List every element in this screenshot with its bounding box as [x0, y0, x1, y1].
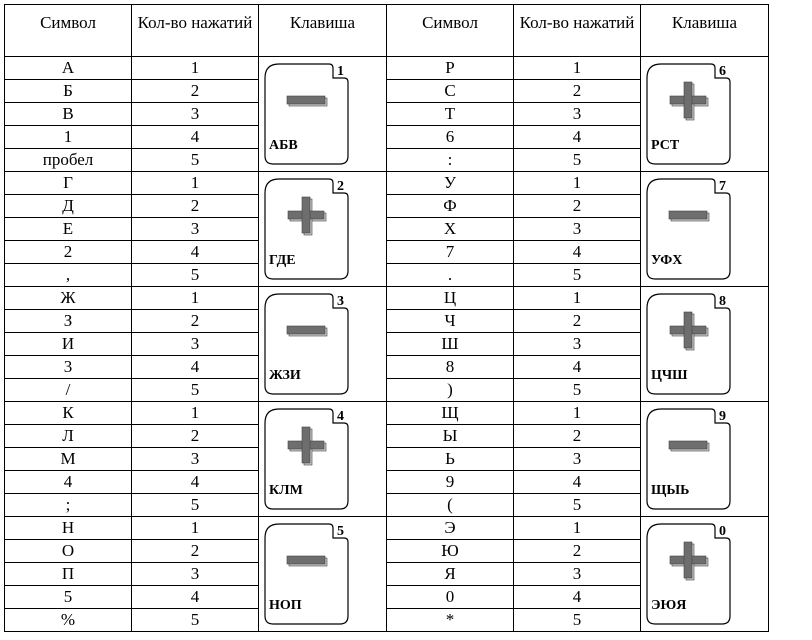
presses-cell: 4	[514, 586, 641, 609]
presses-cell: 4	[514, 471, 641, 494]
phone-key	[259, 288, 386, 400]
symbol-cell: Ш	[387, 333, 514, 356]
key-graphic	[259, 288, 386, 400]
symbol-cell: Ц	[387, 287, 514, 310]
presses-cell: 1	[514, 287, 641, 310]
presses-cell: 5	[514, 379, 641, 402]
presses-cell: 5	[132, 609, 259, 632]
symbol-cell: С	[387, 80, 514, 103]
symbol-cell: М	[5, 448, 132, 471]
key-number: 4	[337, 409, 344, 424]
presses-cell: 5	[132, 494, 259, 517]
symbol-cell: *	[387, 609, 514, 632]
header-key: Клавиша	[259, 5, 387, 57]
presses-cell: 2	[132, 195, 259, 218]
symbol-cell: Д	[5, 195, 132, 218]
key-letters: ЦЧШ	[651, 368, 688, 383]
symbol-cell: Ф	[387, 195, 514, 218]
phone-key	[641, 58, 768, 170]
symbol-cell: 8	[387, 356, 514, 379]
table-row	[5, 402, 769, 425]
presses-cell: 2	[514, 195, 641, 218]
presses-cell: 2	[132, 310, 259, 333]
minus-icon	[287, 96, 327, 106]
presses-cell: 4	[514, 356, 641, 379]
presses-cell: 2	[132, 540, 259, 563]
symbol-cell: О	[5, 540, 132, 563]
symbol-cell: Ю	[387, 540, 514, 563]
key-letters: ЭЮЯ	[651, 598, 687, 613]
key-cell	[259, 57, 387, 172]
table-row	[5, 517, 769, 540]
symbol-cell: 6	[387, 126, 514, 149]
phone-key	[259, 58, 386, 170]
key-number: 7	[719, 179, 726, 194]
presses-cell: 3	[514, 448, 641, 471]
symbol-cell: Щ	[387, 402, 514, 425]
presses-cell: 1	[132, 287, 259, 310]
key-letters: ГДЕ	[269, 253, 296, 268]
symbol-cell: А	[5, 57, 132, 80]
presses-cell: 3	[514, 563, 641, 586]
symbol-cell: Ч	[387, 310, 514, 333]
symbol-cell: (	[387, 494, 514, 517]
symbol-cell: 9	[387, 471, 514, 494]
key-graphic	[259, 403, 386, 515]
key-letters: ЩЫЬ	[651, 483, 690, 498]
symbol-cell: 5	[5, 586, 132, 609]
key-graphic	[259, 58, 386, 170]
key-number: 8	[719, 294, 726, 309]
presses-cell: 1	[132, 402, 259, 425]
key-number: 5	[337, 524, 344, 539]
presses-cell: 2	[514, 310, 641, 333]
key-cell	[259, 172, 387, 287]
presses-cell: 3	[514, 333, 641, 356]
presses-cell: 3	[514, 218, 641, 241]
symbol-cell: Р	[387, 57, 514, 80]
symbol-cell: 7	[387, 241, 514, 264]
symbol-cell: З	[5, 310, 132, 333]
presses-cell: 4	[132, 356, 259, 379]
symbol-cell: Е	[5, 218, 132, 241]
key-number: 6	[719, 64, 726, 79]
presses-cell: 1	[514, 402, 641, 425]
symbol-cell: В	[5, 103, 132, 126]
symbol-cell: Л	[5, 425, 132, 448]
key-cell	[259, 517, 387, 632]
presses-cell: 1	[514, 57, 641, 80]
symbol-cell: Т	[387, 103, 514, 126]
symbol-cell: Я	[387, 563, 514, 586]
key-letters: КЛМ	[269, 483, 303, 498]
symbol-cell: )	[387, 379, 514, 402]
header-presses: Кол-во нажатий	[132, 5, 259, 57]
header-presses: Кол-во нажатий	[514, 5, 641, 57]
symbol-cell: ;	[5, 494, 132, 517]
phone-key	[641, 518, 768, 630]
symbol-cell: %	[5, 609, 132, 632]
presses-cell: 4	[132, 471, 259, 494]
symbol-cell: Э	[387, 517, 514, 540]
phone-key	[259, 518, 386, 630]
minus-icon	[669, 441, 709, 451]
presses-cell: 5	[132, 264, 259, 287]
symbol-cell: пробел	[5, 149, 132, 172]
minus-icon	[669, 211, 709, 221]
table-row	[5, 57, 769, 80]
presses-cell: 3	[132, 103, 259, 126]
key-cell	[641, 517, 769, 632]
symbol-cell: 2	[5, 241, 132, 264]
presses-cell: 1	[514, 517, 641, 540]
key-graphic	[641, 173, 768, 285]
key-letters: НОП	[269, 598, 302, 613]
presses-cell: 5	[514, 609, 641, 632]
table-row	[5, 172, 769, 195]
key-graphic	[641, 288, 768, 400]
presses-cell: 3	[132, 448, 259, 471]
key-graphic	[641, 58, 768, 170]
presses-cell: 2	[132, 425, 259, 448]
key-number: 9	[719, 409, 726, 424]
presses-cell: 1	[132, 517, 259, 540]
presses-cell: 4	[132, 126, 259, 149]
key-cell	[641, 402, 769, 517]
table-row	[5, 287, 769, 310]
symbol-cell: Г	[5, 172, 132, 195]
key-cell	[641, 172, 769, 287]
symbol-cell: Н	[5, 517, 132, 540]
phone-key	[259, 173, 386, 285]
symbol-cell: /	[5, 379, 132, 402]
phone-key	[259, 403, 386, 515]
symbol-cell: У	[387, 172, 514, 195]
key-letters: ЖЗИ	[269, 368, 301, 383]
key-letters: РСТ	[651, 138, 680, 153]
key-cell	[259, 287, 387, 402]
presses-cell: 4	[514, 126, 641, 149]
presses-cell: 5	[514, 264, 641, 287]
presses-cell: 2	[514, 80, 641, 103]
key-graphic	[641, 403, 768, 515]
header-symbol: Символ	[387, 5, 514, 57]
key-cell	[641, 57, 769, 172]
symbol-cell: 0	[387, 586, 514, 609]
presses-cell: 1	[514, 172, 641, 195]
presses-cell: 2	[514, 540, 641, 563]
presses-cell: 3	[132, 218, 259, 241]
keypad-mapping-table	[4, 4, 769, 632]
symbol-cell: 1	[5, 126, 132, 149]
key-graphic	[259, 518, 386, 630]
header-key: Клавиша	[641, 5, 769, 57]
phone-key	[641, 288, 768, 400]
key-letters: АБВ	[269, 138, 298, 153]
key-number: 3	[337, 294, 344, 309]
key-cell	[259, 402, 387, 517]
presses-cell: 2	[514, 425, 641, 448]
symbol-cell: :	[387, 149, 514, 172]
presses-cell: 5	[514, 149, 641, 172]
key-number: 2	[337, 179, 344, 194]
presses-cell: 5	[132, 379, 259, 402]
symbol-cell: Ы	[387, 425, 514, 448]
symbol-cell: И	[5, 333, 132, 356]
symbol-cell: Б	[5, 80, 132, 103]
key-letters: УФХ	[651, 253, 683, 268]
phone-key	[641, 173, 768, 285]
symbol-cell: ,	[5, 264, 132, 287]
key-number: 0	[719, 524, 726, 539]
presses-cell: 4	[514, 241, 641, 264]
phone-key	[641, 403, 768, 515]
symbol-cell: .	[387, 264, 514, 287]
key-graphic	[641, 518, 768, 630]
presses-cell: 3	[132, 563, 259, 586]
presses-cell: 1	[132, 172, 259, 195]
presses-cell: 3	[132, 333, 259, 356]
minus-icon	[287, 326, 327, 336]
key-number: 1	[337, 64, 344, 79]
key-cell	[641, 287, 769, 402]
symbol-cell: Ь	[387, 448, 514, 471]
header-row	[5, 5, 769, 57]
symbol-cell: Ж	[5, 287, 132, 310]
presses-cell: 5	[514, 494, 641, 517]
symbol-cell: П	[5, 563, 132, 586]
presses-cell: 4	[132, 586, 259, 609]
presses-cell: 3	[514, 103, 641, 126]
symbol-cell: 3	[5, 356, 132, 379]
symbol-cell: К	[5, 402, 132, 425]
key-graphic	[259, 173, 386, 285]
symbol-cell: Х	[387, 218, 514, 241]
symbol-cell: 4	[5, 471, 132, 494]
presses-cell: 2	[132, 80, 259, 103]
presses-cell: 5	[132, 149, 259, 172]
minus-icon	[287, 556, 327, 566]
header-symbol: Символ	[5, 5, 132, 57]
presses-cell: 4	[132, 241, 259, 264]
presses-cell: 1	[132, 57, 259, 80]
